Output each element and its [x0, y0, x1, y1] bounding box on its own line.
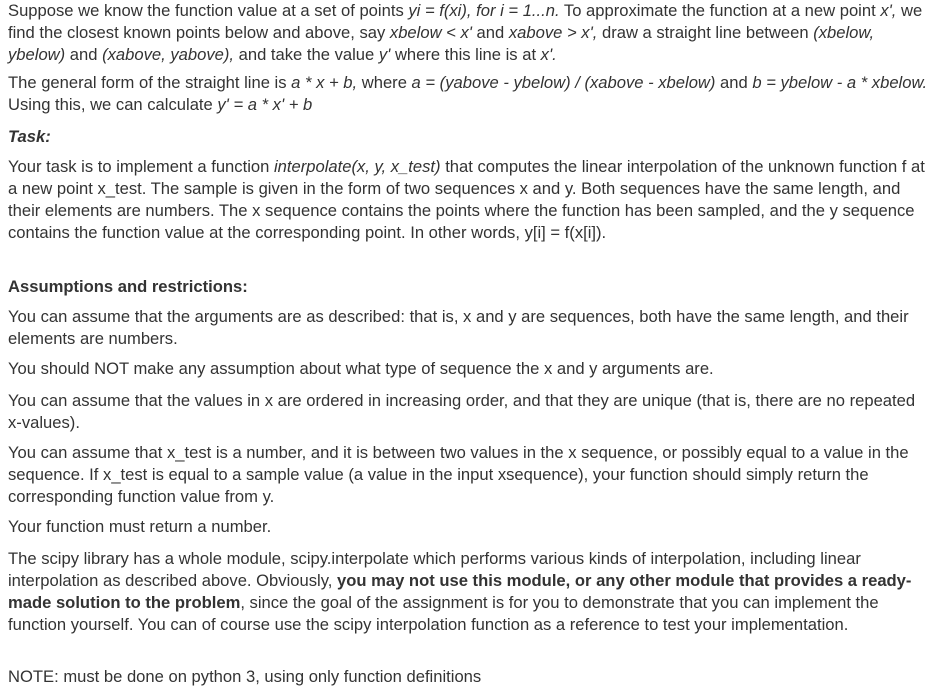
intro-text: To approximate the function at a new point: [559, 1, 881, 20]
intro-xprime-end: x'.: [540, 45, 557, 64]
scipy-paragraph: [8, 548, 933, 636]
general-intercept-eq: b = ybelow - a * xbelow.: [752, 73, 928, 92]
intro-text: and: [65, 45, 103, 64]
general-text: and: [715, 73, 753, 92]
assumptions-heading: Assumptions and restrictions:: [8, 277, 248, 296]
intro-point-below: (xbelow, ybelow): [8, 23, 875, 64]
intro-xabove-cond: xabove > x',: [508, 23, 598, 42]
general-text: Using this, we can calculate: [8, 95, 218, 114]
task-text: that computes the linear interpolation of the unknown function f at a new point x_test. The sample is given in the form of two sequences x and y. Both sequences have the same length, and their elements are numbers. The x sequence contains the points where the function has been sampled, and the y sequence contains the function value at the corresponding point. In other words, y[i] = f(x[i]).: [8, 157, 925, 242]
general-yprime-eq: y' = a * x' + b: [217, 95, 313, 114]
assumption-item: You should NOT make any assumption about what type of sequence the x and y arguments are.: [8, 359, 714, 378]
task-paragraph: [8, 156, 933, 244]
general-form-paragraph: [8, 72, 933, 116]
intro-text: and: [471, 23, 509, 42]
intro-paragraph: [8, 0, 933, 66]
scipy-text: , since the goal of the assignment is for you to demonstrate that you can implement the function yourself. You can of course use the scipy interpolation function as a reference to test your implementation.: [8, 593, 879, 634]
intro-text: where this line is at: [390, 45, 541, 64]
task-function-signature: interpolate(x, y, x_test): [273, 157, 441, 176]
assumption-item: You can assume that the values in x are ordered in increasing order, and that they are unique (that is, there are no repeated x-values).: [8, 391, 916, 432]
general-line-eq: a * x + b,: [291, 73, 358, 92]
assumption-item: You can assume that x_test is a number, and it is between two values in the x sequence, or possibly equal to a value in the sequence. If x_test is equal to a sample value (a value in the input xsequence), your function should simply return the corresponding function value from y.: [8, 443, 909, 506]
general-slope-eq: a = (yabove - ybelow) / (xabove - xbelow): [411, 73, 716, 92]
intro-yprime: y': [378, 45, 391, 64]
intro-xbelow-cond: xbelow < x': [389, 23, 472, 42]
general-text: The general form of the straight line is: [8, 73, 292, 92]
scipy-restriction-bold: you may not use this module, or any other module that provides a ready-made solution to the problem: [8, 571, 912, 612]
intro-text: Suppose we know the function value at a set of points: [8, 1, 409, 20]
scipy-text: The scipy library has a whole module, scipy.interpolate which performs various kinds of interpolation, including linear interpolation as described above. Obviously,: [8, 549, 861, 590]
assumption-item: Your function must return a number.: [8, 517, 272, 536]
note-paragraph: NOTE: must be done on python 3, using only function definitions: [8, 667, 482, 686]
assumption-item: You can assume that the arguments are as described: that is, x and y are sequences, both have the same length, and their elements are numbers.: [8, 307, 909, 348]
intro-text: we find the closest known points below and above, say: [8, 1, 923, 42]
intro-xprime: x',: [880, 1, 897, 20]
task-text: Your task is to implement a function: [8, 157, 274, 176]
intro-points-expr: yi = f(xi), for i = 1...n.: [408, 1, 560, 20]
intro-text: and take the value: [234, 45, 379, 64]
general-text: where: [357, 73, 412, 92]
intro-text: draw a straight line between: [597, 23, 814, 42]
task-heading: Task:: [8, 127, 51, 146]
intro-point-above: (xabove, yabove),: [102, 45, 235, 64]
